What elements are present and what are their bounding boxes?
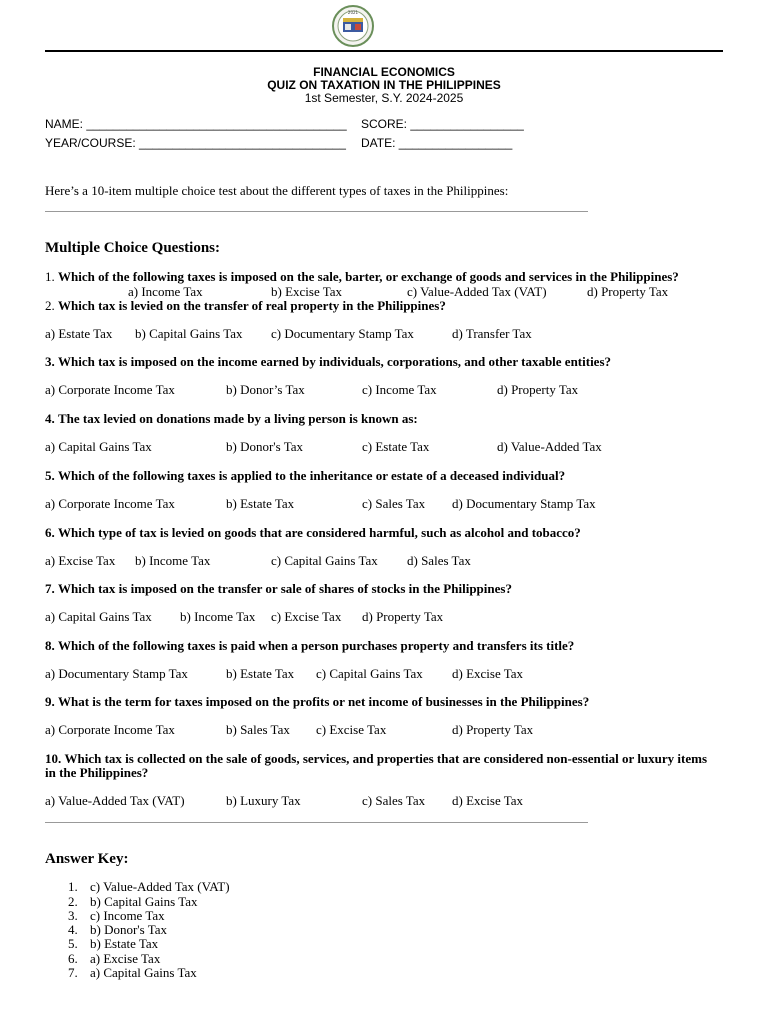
- question-7: 7. Which tax is imposed on the transfer or sale of shares of stocks in the Philippines?: [45, 581, 512, 596]
- q3-option-b[interactable]: b) Donor’s Tax: [226, 382, 305, 397]
- answer-key-item: 2. b) Capital Gains Tax: [68, 894, 198, 909]
- q6-option-d[interactable]: d) Sales Tax: [407, 553, 471, 568]
- q5-option-a[interactable]: a) Corporate Income Tax: [45, 496, 175, 511]
- divider: [45, 211, 588, 212]
- question-3: 3. Which tax is imposed on the income earned by individuals, corporations, and other taxable entities?: [45, 354, 612, 369]
- course-title: FINANCIAL ECONOMICS: [313, 65, 455, 79]
- q5-option-d[interactable]: d) Documentary Stamp Tax: [452, 496, 596, 511]
- q2-option-b[interactable]: b) Capital Gains Tax: [135, 326, 243, 341]
- q5-option-c[interactable]: c) Sales Tax: [362, 496, 426, 511]
- q5-option-b[interactable]: b) Estate Tax: [226, 496, 295, 511]
- q10-option-b[interactable]: b) Luxury Tax: [226, 793, 301, 808]
- date-field[interactable]: DATE: _________________: [361, 136, 513, 150]
- quiz-title: QUIZ ON TAXATION IN THE PHILIPPINES: [267, 78, 501, 92]
- q2-option-a[interactable]: a) Estate Tax: [45, 326, 113, 341]
- answer-key-title: Answer Key:: [45, 851, 129, 867]
- question-9: 9. What is the term for taxes imposed on the profits or net income of businesses in the Philippines?: [45, 694, 590, 709]
- q3-option-a[interactable]: a) Corporate Income Tax: [45, 382, 175, 397]
- answer-key-item: 4. b) Donor's Tax: [68, 922, 168, 937]
- question-1: 1. Which of the following taxes is imposed on the sale, barter, or exchange of goods and services in the Philippines?: [45, 269, 679, 284]
- answer-key-item: 5. b) Estate Tax: [68, 936, 159, 951]
- q10-option-a[interactable]: a) Value-Added Tax (VAT): [45, 793, 185, 808]
- q2-option-d[interactable]: d) Transfer Tax: [452, 326, 532, 341]
- q10-option-d[interactable]: d) Excise Tax: [452, 793, 524, 808]
- answer-key-item: 1. c) Value-Added Tax (VAT): [68, 879, 230, 894]
- question-5: 5. Which of the following taxes is applied to the inheritance or estate of a deceased individual?: [45, 468, 566, 483]
- question-8: 8. Which of the following taxes is paid when a person purchases property and transfers its title?: [45, 638, 575, 653]
- q9-option-c[interactable]: c) Excise Tax: [316, 722, 387, 737]
- q9-option-a[interactable]: a) Corporate Income Tax: [45, 722, 175, 737]
- name-field[interactable]: NAME: _______________________________________: [45, 117, 347, 131]
- q4-option-a[interactable]: a) Capital Gains Tax: [45, 439, 152, 454]
- q3-option-d[interactable]: d) Property Tax: [497, 382, 579, 397]
- q7-option-d[interactable]: d) Property Tax: [362, 609, 444, 624]
- question-2: 2. Which tax is levied on the transfer of real property in the Philippines?: [45, 298, 446, 313]
- year-course-field[interactable]: YEAR/COURSE: _______________________________: [45, 136, 346, 150]
- q9-option-d[interactable]: d) Property Tax: [452, 722, 534, 737]
- intro-text: Here’s a 10-item multiple choice test about the different types of taxes in the Philippines:: [45, 183, 509, 198]
- section-title: Multiple Choice Questions:: [45, 240, 220, 256]
- q8-option-a[interactable]: a) Documentary Stamp Tax: [45, 666, 188, 681]
- q7-option-c[interactable]: c) Excise Tax: [271, 609, 342, 624]
- q1-option-c[interactable]: c) Value-Added Tax (VAT): [407, 284, 547, 299]
- q4-option-d[interactable]: d) Value-Added Tax: [497, 439, 602, 454]
- q8-option-d[interactable]: d) Excise Tax: [452, 666, 524, 681]
- divider-bottom: [45, 822, 588, 823]
- question-10: 10. Which tax is collected on the sale of goods, services, and properties that are considered non-essential or luxury items in the Philippines?: [45, 751, 708, 780]
- q7-option-b[interactable]: b) Income Tax: [180, 609, 256, 624]
- q2-option-c[interactable]: c) Documentary Stamp Tax: [271, 326, 414, 341]
- q10-option-c[interactable]: c) Sales Tax: [362, 793, 426, 808]
- q8-option-c[interactable]: c) Capital Gains Tax: [316, 666, 423, 681]
- seal-year: 2021: [347, 10, 359, 15]
- q1-option-d[interactable]: d) Property Tax: [587, 284, 669, 299]
- answer-key-item: 7. a) Capital Gains Tax: [68, 965, 197, 980]
- answer-key-item: 6. a) Excise Tax: [68, 951, 161, 966]
- q6-option-b[interactable]: b) Income Tax: [135, 553, 211, 568]
- q7-option-a[interactable]: a) Capital Gains Tax: [45, 609, 152, 624]
- answer-key-item: 3. c) Income Tax: [68, 908, 165, 923]
- header-rule: [45, 50, 723, 52]
- q9-option-b[interactable]: b) Sales Tax: [226, 722, 290, 737]
- q6-option-c[interactable]: c) Capital Gains Tax: [271, 553, 378, 568]
- q4-option-c[interactable]: c) Estate Tax: [362, 439, 430, 454]
- q3-option-c[interactable]: c) Income Tax: [362, 382, 437, 397]
- q1-option-a[interactable]: a) Income Tax: [128, 284, 203, 299]
- q8-option-b[interactable]: b) Estate Tax: [226, 666, 295, 681]
- q6-option-a[interactable]: a) Excise Tax: [45, 553, 116, 568]
- school-seal-logo: [325, 4, 381, 48]
- question-4: 4. The tax levied on donations made by a living person is known as:: [45, 411, 418, 426]
- q4-option-b[interactable]: b) Donor's Tax: [226, 439, 304, 454]
- q1-option-b[interactable]: b) Excise Tax: [271, 284, 343, 299]
- semester-line: 1st Semester, S.Y. 2024-2025: [304, 91, 464, 105]
- question-6: 6. Which type of tax is levied on goods that are considered harmful, such as alcohol and tobacco?: [45, 525, 581, 540]
- score-field[interactable]: SCORE: _________________: [361, 117, 524, 131]
